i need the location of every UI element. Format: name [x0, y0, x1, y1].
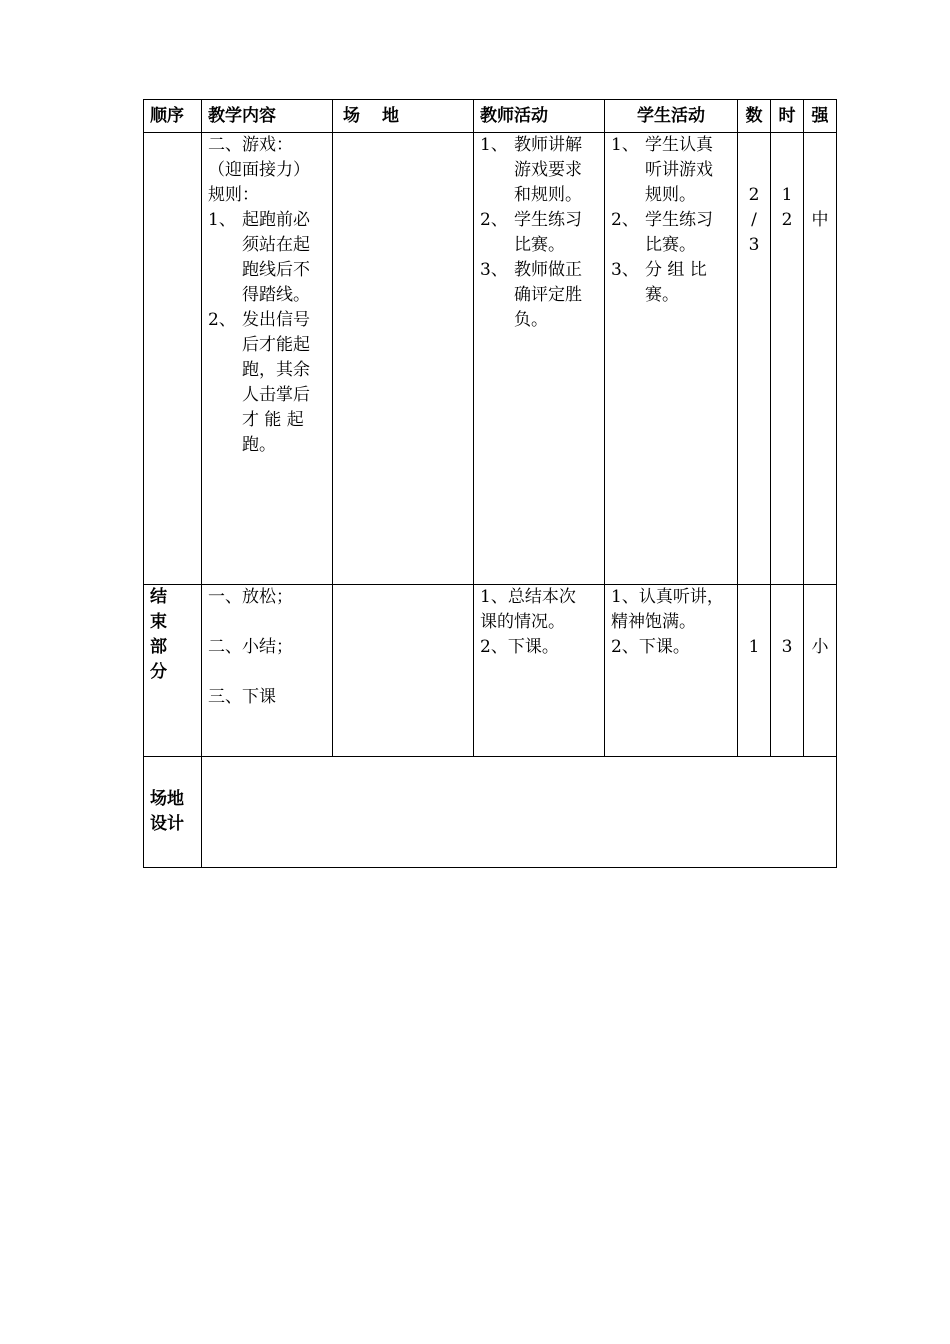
header-site-a: 场: [343, 105, 360, 126]
student-line: 规则。: [645, 185, 696, 205]
end-teacher-line: 2、下课。: [480, 637, 559, 657]
game-student-cell: [605, 133, 738, 585]
student-line: 学生认真: [645, 135, 713, 155]
rule-line: 发出信号: [242, 310, 310, 330]
end-label-char: 部: [150, 637, 167, 657]
end-student-line: 1、认真听讲，: [611, 587, 724, 607]
teacher-line: 学生练习: [514, 210, 582, 230]
end-count-cell: [738, 585, 771, 757]
design-label-cell: [144, 757, 202, 868]
student-item: [611, 208, 731, 258]
end-student-line: 精神饱满。: [611, 612, 696, 632]
teacher-line: 比赛。: [514, 235, 565, 255]
rule-line: 才 能 起: [242, 410, 304, 430]
game-time-line: 1: [781, 185, 793, 205]
header-site: [333, 100, 474, 133]
game-count-cell: [738, 133, 771, 585]
rule-number: 1、: [208, 210, 236, 230]
rule-line: 跑。: [242, 435, 276, 455]
rule-item: [208, 308, 326, 458]
student-line: 听讲游戏: [645, 160, 713, 180]
end-student-cell: [605, 585, 738, 757]
end-student-line: 2、下课。: [611, 637, 690, 657]
header-count: 数: [738, 100, 771, 133]
game-count-line: 2: [748, 185, 760, 205]
game-intensity-value: 中: [811, 210, 829, 230]
rule-line: 人击掌后: [242, 385, 310, 405]
teacher-item: [480, 133, 598, 208]
rule-line: 起跑前必: [242, 210, 310, 230]
rule-line: 须站在起: [242, 235, 310, 255]
header-site-b: 地: [382, 105, 399, 126]
design-label-line: 场地: [150, 789, 184, 809]
lesson-plan-table: [143, 99, 837, 868]
student-line: 学生练习: [645, 210, 713, 230]
end-content-cell: [202, 585, 333, 757]
end-content-line: 三、下课: [208, 687, 276, 707]
header-content: 教学内容: [202, 100, 333, 133]
rule-number: 2、: [208, 310, 236, 330]
game-time-line: 2: [781, 210, 793, 230]
header-order: 顺序: [144, 100, 202, 133]
end-content-line: 一、放松；: [208, 587, 293, 607]
teacher-line: 游戏要求: [514, 160, 582, 180]
student-number: 2、: [611, 210, 639, 230]
teacher-item: [480, 258, 598, 333]
rule-line: 跑线后不: [242, 260, 310, 280]
end-label-char: 结: [150, 587, 167, 607]
game-time-cell: [771, 133, 804, 585]
end-teacher-line: 课的情况。: [480, 612, 565, 632]
student-line: 赛。: [645, 285, 679, 305]
end-intensity-cell: [804, 585, 837, 757]
game-count-line: /: [751, 210, 757, 230]
teacher-line: 教师讲解: [514, 135, 582, 155]
teacher-number: 3、: [480, 260, 508, 280]
teacher-number: 2、: [480, 210, 508, 230]
game-count-line: 3: [748, 235, 760, 255]
rule-line: 跑，其余: [242, 360, 310, 380]
end-count-value: 1: [748, 637, 760, 657]
teacher-line: 负。: [514, 310, 548, 330]
game-content-sub: （迎面接力）: [208, 160, 310, 180]
end-teacher-line: 1、总结本次: [480, 587, 576, 607]
rule-item: [208, 208, 326, 308]
end-intensity-value: 小: [811, 637, 829, 657]
header-student: 学生活动: [605, 100, 738, 133]
student-number: 3、: [611, 260, 639, 280]
end-time-cell: [771, 585, 804, 757]
teacher-item: [480, 208, 598, 258]
end-label-char: 束: [150, 612, 167, 632]
header-teacher: 教师活动: [474, 100, 605, 133]
design-area-cell: [202, 757, 837, 868]
rule-line: 后才能起: [242, 335, 310, 355]
game-intensity-cell: [804, 133, 837, 585]
game-site-cell: [333, 133, 474, 585]
teacher-number: 1、: [480, 135, 508, 155]
game-content-cell: [202, 133, 333, 585]
teacher-line: 和规则。: [514, 185, 582, 205]
teacher-line: 确评定胜: [514, 285, 582, 305]
header-intensity: 强: [804, 100, 837, 133]
header-row: [144, 100, 837, 133]
design-label-line: 设计: [150, 814, 184, 834]
design-row: [144, 757, 837, 868]
header-time: 时: [771, 100, 804, 133]
end-teacher-cell: [474, 585, 605, 757]
end-content-line: 二、小结；: [208, 637, 293, 657]
teacher-line: 教师做正: [514, 260, 582, 280]
student-item: [611, 258, 731, 308]
game-teacher-cell: [474, 133, 605, 585]
end-label-cell: [144, 585, 202, 757]
student-line: 分 组 比: [645, 260, 707, 280]
rule-line: 得踏线。: [242, 285, 310, 305]
end-row: [144, 585, 837, 757]
game-order-cell: [144, 133, 202, 585]
end-time-value: 3: [781, 637, 793, 657]
end-site-cell: [333, 585, 474, 757]
student-number: 1、: [611, 135, 639, 155]
game-content-rules: 规则：: [208, 185, 259, 205]
end-label-char: 分: [150, 662, 167, 682]
game-row: [144, 133, 837, 585]
student-item: [611, 133, 731, 208]
game-content-title: 二、游戏：: [208, 135, 293, 155]
student-line: 比赛。: [645, 235, 696, 255]
